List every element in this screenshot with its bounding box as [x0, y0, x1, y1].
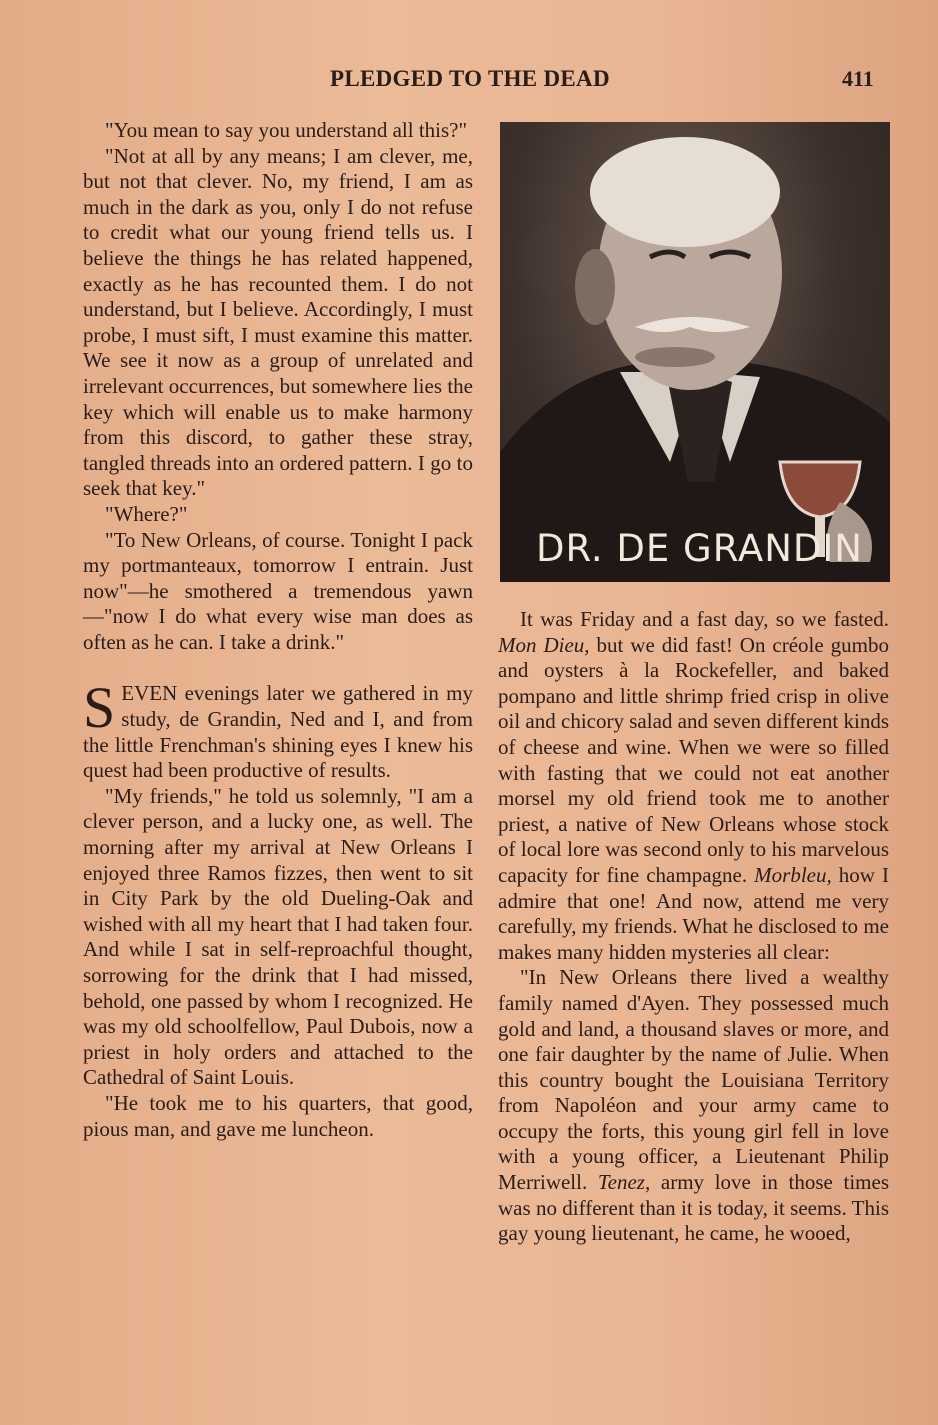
paragraph-text: how I admire that one! And now, attend me very carefully, my friends. What he disclosed to me makes many hidden mysteries all clear: [498, 862, 889, 964]
paragraph: "To New Orleans, of course. Tonight I pack my portmanteaux, tomorrow I entrain. Just now"—he smothered a tremendous yawn—"now I do what every wise man does as often as he can. I take a drink." [83, 527, 473, 654]
italic-phrase: Tenez, [597, 1170, 651, 1195]
portrait-illustration [500, 122, 890, 582]
left-column [83, 118, 473, 1142]
drop-cap: S [83, 675, 116, 741]
italic-phrase: Mon Dieu, [498, 632, 590, 657]
paragraph [498, 965, 889, 1247]
italic-phrase: Morbleu, [754, 862, 832, 887]
page-number: 411 [842, 66, 874, 91]
running-header [0, 62, 938, 102]
paragraph: "He took me to his quarters, that good, pious man, and gave me luncheon. [83, 1090, 473, 1141]
section-opening-paragraph [83, 675, 473, 783]
paragraph-text: It was Friday and a fast day, so we fasted. [520, 607, 889, 631]
portrait-drawing [500, 122, 890, 582]
paragraph-text: army love in those times was no different than it is today, it seems. This gay young lieutenant, he came, he wooed, [498, 1170, 889, 1246]
illustration-caption: DR. DE GRANDIN [536, 527, 863, 570]
paragraph-text: "In New Orleans there lived a wealthy family named d'Ayen. They possessed much gold and land, a thousand slaves or more, and one fair daughter by the name of Julie. When this country bought the Louisiana Territory from Napoléon and your army came to occupy the forts, this young girl fell in love with a young officer, a Lieutenant Philip Merriwell. [498, 965, 889, 1195]
small-caps-lead: EVEN [121, 681, 178, 706]
paragraph [498, 607, 889, 965]
paragraph-text: but we did fast! On créole gumbo and oysters à la Rockefeller, and baked pompano and little shrimp fried crisp in olive oil and chicory salad and seven different kinds of cheese and wine. When we were so filled with fasting that we could not eat another morsel my old friend took me to another priest, a native of New Orleans whose stock of local lore was second only to his marvelous capacity for fine champagne. [498, 632, 889, 887]
paragraph-text: evenings later we gathered in my study, de Grandin, Ned and I, and from the little Frenchman's shining eyes I knew his quest had been productive of results. [83, 681, 473, 783]
paragraph: "My friends," he told us solemnly, "I am a clever person, and a lucky one, as well. The morning after my arrival at New Orleans I enjoyed three Ramos fizzes, then went to sit in City Park by the old Dueling-Oak and wished with all my heart that I had taken four. And while I sat in self-reproachful thought, sorrowing for the drink that I had missed, behold, one passed by whom I recognized. He was my old schoolfellow, Paul Dubois, now a priest in holy orders and attached to the Cathedral of Saint Louis. [83, 783, 473, 1090]
running-title: PLEDGED TO THE DEAD [330, 66, 610, 91]
paragraph: "Not at all by any means; I am clever, me, but not that clever. No, my friend, I am as much in the dark as you, only I do not refuse to credit what our young friend tells us. I believe the things he has related happened, exactly as he has recounted them. I do not understand, but I believe. Accordingly, I must probe, I must sift, I must examine this matter. We see it now as a group of unrelated and irrelevant occurrences, but somewhere lies the key which will enable us to make harmony from this discord, to gather these stray, tangled threads into an ordered pattern. I go to seek that key." [83, 143, 473, 501]
paragraph: "Where?" [105, 501, 188, 526]
section-break [83, 655, 473, 681]
right-column [498, 607, 889, 1247]
paragraph: "You mean to say you understand all this?" [105, 118, 468, 142]
